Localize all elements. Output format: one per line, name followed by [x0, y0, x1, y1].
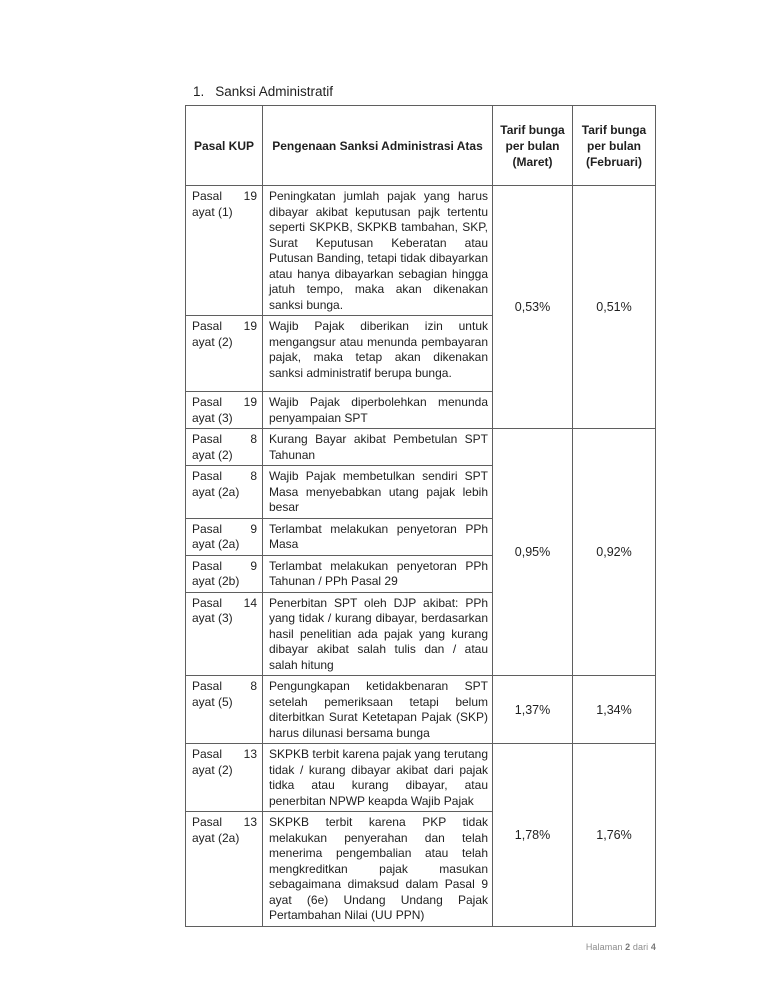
pasal-kup-cell: [186, 466, 263, 519]
pasal-number: 19: [243, 319, 257, 333]
pasal-line: [192, 522, 257, 538]
sanction-description-cell: Wajib Pajak diberikan izin untuk mengangsur atau menunda pembayaran pajak, maka tetap akan dikenakan sanksi administratif berupa bunga.: [263, 316, 493, 392]
pasal-kup-cell: [186, 186, 263, 316]
rate-maret-cell: 0,53%: [493, 186, 573, 429]
pasal-line: [192, 432, 257, 448]
pasal-word: Pasal: [192, 521, 223, 536]
page-footer: [586, 942, 656, 952]
pasal-kup-cell: [186, 518, 263, 555]
pasal-line: [192, 559, 257, 575]
rate-maret-cell: 1,78%: [493, 744, 573, 927]
pasal-word: Pasal: [192, 189, 223, 203]
ayat-label: ayat (5): [192, 694, 233, 709]
ayat-label: ayat (3): [192, 410, 233, 425]
ayat-label: ayat (2a): [192, 537, 240, 551]
pasal-word: Pasal: [192, 747, 223, 761]
pasal-line: [192, 395, 257, 411]
sanction-description-cell: Wajib Pajak membetulkan sendiri SPT Masa menyebabkan utang pajak lebih besar: [263, 466, 493, 519]
sanction-description-cell: Wajib Pajak diperbolehkan menunda penyampaian SPT: [263, 392, 493, 429]
pasal-kup-cell: [186, 392, 263, 429]
pasal-kup-cell: [186, 744, 263, 812]
table-header-row: [186, 106, 656, 186]
sanction-description-cell: Terlambat melakukan penyetoran PPh Masa: [263, 518, 493, 555]
sanctions-table: [185, 105, 656, 927]
ayat-label: ayat (2a): [192, 830, 240, 845]
column-header-tarif-februari: Tarif bunga per bulan (Februari): [573, 106, 656, 186]
pasal-kup-cell: [186, 429, 263, 466]
pasal-kup-cell: [186, 812, 263, 927]
rate-februari-cell: 0,51%: [573, 186, 656, 429]
pasal-word: Pasal: [192, 679, 223, 693]
footer-label-halaman: Halaman: [585, 942, 623, 952]
sanction-description-cell: Kurang Bayar akibat Pembetulan SPT Tahunan: [263, 429, 493, 466]
pasal-line: [192, 679, 257, 695]
rate-februari-cell: 0,92%: [573, 429, 656, 676]
ayat-label: ayat (2b): [192, 574, 240, 588]
rate-februari-cell: 1,76%: [573, 744, 656, 927]
sanction-description-cell: Pengungkapan ketidakbenaran SPT setelah pemeriksaan tetapi belum diterbitkan Surat Ketetapan Pajak (SKP) harus dilunasi bersama bunga: [263, 676, 493, 744]
pasal-word: Pasal: [192, 432, 223, 446]
column-header-pasal-kup: Pasal KUP: [186, 106, 263, 186]
pasal-kup-cell: [186, 555, 263, 592]
pasal-word: Pasal: [192, 469, 223, 483]
ayat-label: ayat (3): [192, 611, 233, 625]
rate-maret-cell: 1,37%: [493, 676, 573, 744]
pasal-word: Pasal: [192, 558, 223, 573]
pasal-number: 8: [250, 432, 257, 446]
pasal-kup-cell: [186, 676, 263, 744]
table-row: [186, 186, 656, 316]
sanction-description-cell: Peningkatan jumlah pajak yang harus dibayar akibat keputusan pajk tertentu seperti SKPKB, SKPKB tambahan, SKP, Surat Keputusan Keberatan atau Putusan Banding, tetapi tidak dibayarkan atau hanya dibayarkan sebagian hingga jatuh tempo, maka akan dikenakan sanksi bunga.: [263, 186, 493, 316]
footer-page-number: 2: [625, 942, 631, 952]
pasal-number: 8: [250, 679, 257, 693]
footer-label-dari: dari: [632, 942, 649, 952]
pasal-number: 13: [243, 815, 257, 829]
column-header-tarif-maret: Tarif bunga per bulan (Maret): [493, 106, 573, 186]
footer-total-pages: 4: [650, 942, 656, 952]
pasal-kup-cell: [186, 592, 263, 676]
pasal-number: 14: [243, 595, 257, 610]
sanction-description-cell: Terlambat melakukan penyetoran PPh Tahunan / PPh Pasal 29: [263, 555, 493, 592]
pasal-number: 9: [250, 558, 257, 573]
ayat-label: ayat (2): [192, 334, 233, 349]
pasal-line: [192, 189, 257, 205]
rate-februari-cell: 1,34%: [573, 676, 656, 744]
pasal-word: Pasal: [192, 319, 223, 333]
pasal-line: [192, 469, 257, 485]
column-header-pengenaan-sanksi: Pengenaan Sanksi Administrasi Atas: [263, 106, 493, 186]
pasal-number: 9: [250, 521, 257, 536]
table-row: [186, 676, 656, 744]
pasal-line: [192, 815, 257, 831]
section-title-text: Sanksi Administratif: [215, 84, 334, 99]
ayat-label: ayat (2): [192, 762, 233, 777]
pasal-line: [192, 747, 257, 763]
sanction-description-cell: SKPKB terbit karena pajak yang terutang tidak / kurang dibayar akibat dari pajak tidka atau kurang dibayar, atau penerbitan NPWP keapda Wajib Pajak: [263, 744, 493, 812]
section-number: 1.: [193, 84, 205, 99]
ayat-label: ayat (2): [192, 447, 233, 462]
pasal-line: [192, 596, 257, 612]
table-row: [186, 429, 656, 466]
sanctions-table-body: [186, 186, 656, 927]
pasal-word: Pasal: [192, 815, 223, 829]
sanction-description-cell: Penerbitan SPT oleh DJP akibat: PPh yang tidak / kurang dibayar, berdasarkan hasil penelitian ada pajak yang kurang dibayar akibat salah tulis dan / atau salah hitung: [263, 592, 493, 676]
ayat-label: ayat (2a): [192, 484, 240, 499]
page-title: [193, 84, 333, 99]
pasal-line: [192, 319, 257, 335]
pasal-kup-cell: [186, 316, 263, 392]
pasal-word: Pasal: [192, 395, 223, 409]
table-row: [186, 744, 656, 812]
pasal-number: 13: [243, 747, 257, 761]
sanction-description-cell: SKPKB terbit karena PKP tidak melakukan penyerahan dan telah menerima pengembalian atau telah mengkreditkan pajak masukan sebagaimana dimaksud dalam Pasal 9 ayat (6e) Undang Undang Pajak Pertambahan Nilai (UU PPN): [263, 812, 493, 927]
ayat-label: ayat (1): [192, 204, 233, 219]
pasal-number: 19: [243, 189, 257, 203]
pasal-word: Pasal: [192, 595, 223, 610]
rate-maret-cell: 0,95%: [493, 429, 573, 676]
pasal-number: 8: [250, 469, 257, 483]
pasal-number: 19: [243, 395, 257, 409]
